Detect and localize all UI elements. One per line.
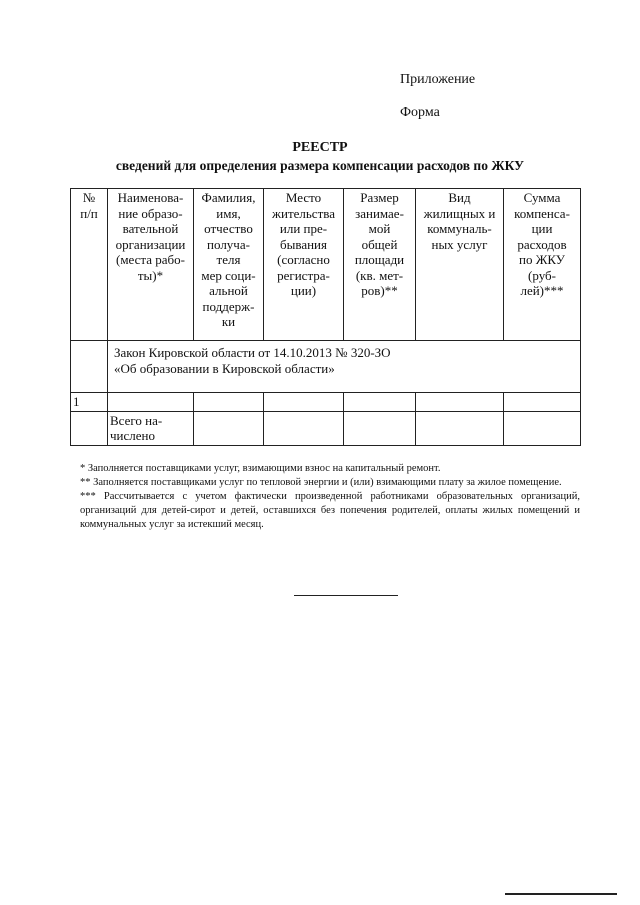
row-number: 1 (71, 393, 108, 412)
page-bottom-rule (505, 893, 617, 895)
total-label: Всего на- числено (108, 411, 194, 445)
footnote-2: ** Заполняется поставщиками услуг по тепловой энергии и (или) взимающими плату за жилое помещение. (80, 477, 562, 488)
table-row (71, 393, 581, 412)
table-cell (194, 411, 264, 445)
law-title: Закон Кировской области от 14.10.2013 № 320-ЗО (114, 345, 391, 360)
table-cell (344, 393, 416, 412)
law-cell (108, 341, 581, 393)
column-header-organization: Наименова- ние образо- вательной организации (места рабо- ты)* (108, 189, 194, 341)
column-header-compensation: Сумма компенса- ции расходов по ЖКУ (руб- лей)*** (504, 189, 581, 341)
table-cell (264, 393, 344, 412)
column-header-number: № п/п (71, 189, 108, 341)
total-row (71, 411, 581, 445)
form-label: Форма (400, 105, 440, 120)
footnote-3: *** Рассчитывается с учетом фактически произведенной работниками образовательных организаций, организаций для детей-сирот и детей, оставшихся без попечения родителей, оплаты жилых помещений и коммунальных услуг за истекший месяц. (80, 491, 580, 530)
table-cell (416, 393, 504, 412)
footnote-1: * Заполняется поставщиками услуг, взимающими взнос на капитальный ремонт. (80, 463, 441, 474)
table-cell (504, 411, 581, 445)
table-cell (194, 393, 264, 412)
end-rule (294, 595, 398, 596)
document-subtitle: сведений для определения размера компенсации расходов по ЖКУ (115, 158, 525, 173)
registry-table (70, 188, 581, 446)
column-header-recipient: Фамилия, имя, отчество получа- теля мер соци- альной поддерж- ки (194, 189, 264, 341)
table-header-row (71, 189, 581, 341)
table-cell (71, 411, 108, 445)
appendix-label: Приложение (400, 72, 476, 87)
law-row-spacer (71, 341, 108, 393)
table-cell (416, 411, 504, 445)
footnotes (80, 462, 580, 532)
column-header-residence: Место жительства или пре- бывания (согласно регистра- ции) (264, 189, 344, 341)
law-name: «Об образовании в Кировской области» (114, 360, 335, 376)
table-cell (344, 411, 416, 445)
table-cell (108, 393, 194, 412)
column-header-area: Размер занимае- мой общей площади (кв. мет- ров)** (344, 189, 416, 341)
column-header-service-type: Вид жилищных и коммуналь- ных услуг (416, 189, 504, 341)
table-cell (264, 411, 344, 445)
law-row (71, 341, 581, 393)
table-cell (504, 393, 581, 412)
document-title: РЕЕСТР (292, 140, 348, 155)
